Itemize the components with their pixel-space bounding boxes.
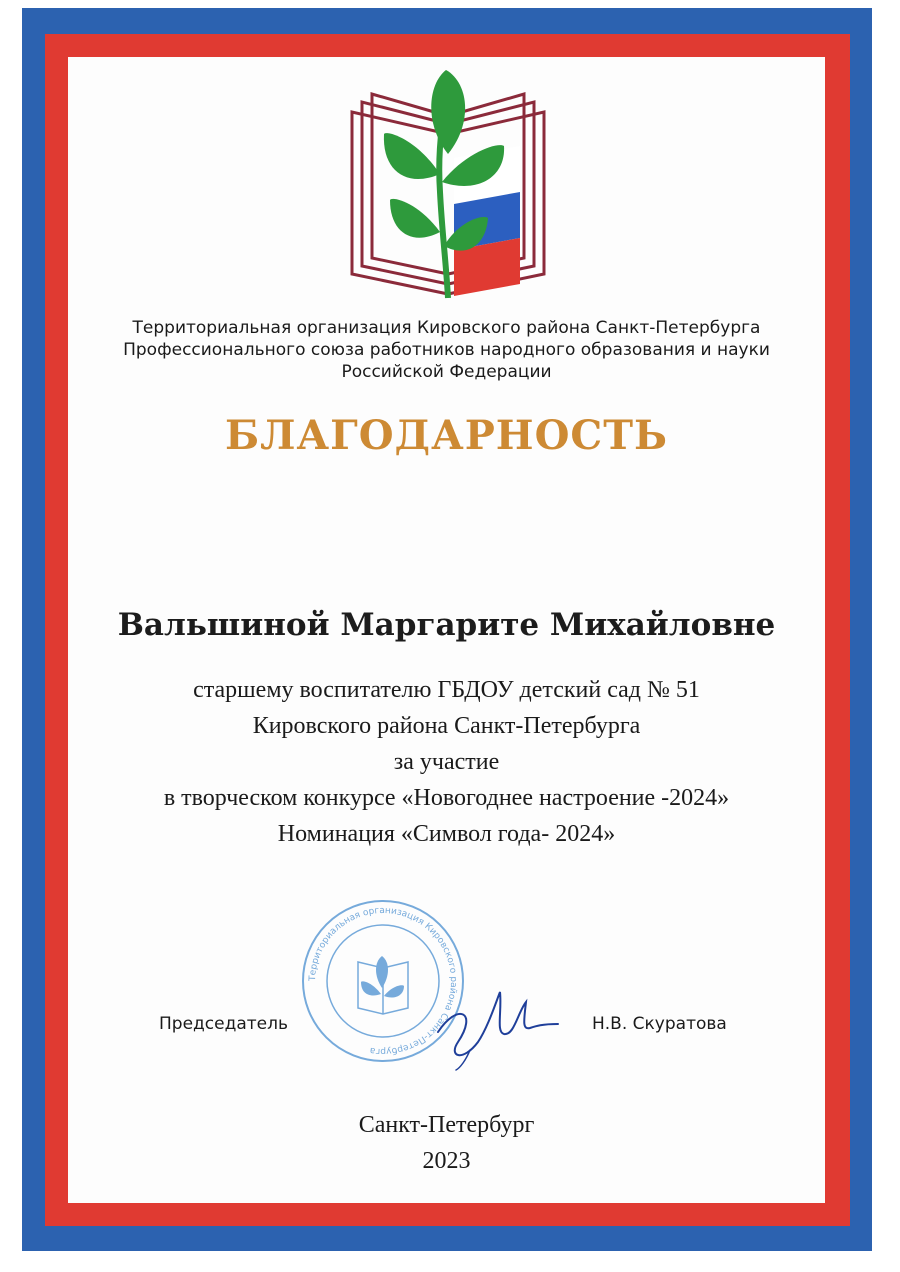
- details-line-1: старшему воспитателю ГБДОУ детский сад № 51: [193, 677, 700, 703]
- signatory-name: Н.В. Скуратова: [592, 1014, 727, 1034]
- certificate-title: БЛАГОДАРНОСТЬ: [224, 412, 669, 459]
- stamp-ring-text: Территориальная организация Кировского района Санкт-Петербурга: [307, 905, 459, 1057]
- award-details: [68, 672, 825, 852]
- signatory-role: Председатель: [159, 1014, 289, 1034]
- org-line-2: Профессионального союза работников народного образования и науки: [123, 340, 770, 360]
- recipient-name: Вальшиной Маргарите Михайловне: [117, 607, 776, 643]
- organization-name: [68, 317, 825, 383]
- issue-city: Санкт-Петербург: [358, 1112, 535, 1138]
- org-line-1: Территориальная организация Кировского района Санкт-Петербурга: [132, 318, 761, 338]
- org-line-3: Российской Федерации: [341, 362, 552, 382]
- issue-year: 2023: [422, 1148, 471, 1174]
- union-logo-icon: [336, 62, 560, 310]
- details-line-4: в творческом конкурсе «Новогоднее настроение -2024»: [163, 785, 730, 811]
- details-line-2: Кировского района Санкт-Петербурга: [252, 713, 641, 739]
- signature-icon: [418, 972, 568, 1072]
- details-line-5: Номинация «Символ года- 2024»: [277, 821, 616, 847]
- details-line-3: за участие: [393, 749, 500, 775]
